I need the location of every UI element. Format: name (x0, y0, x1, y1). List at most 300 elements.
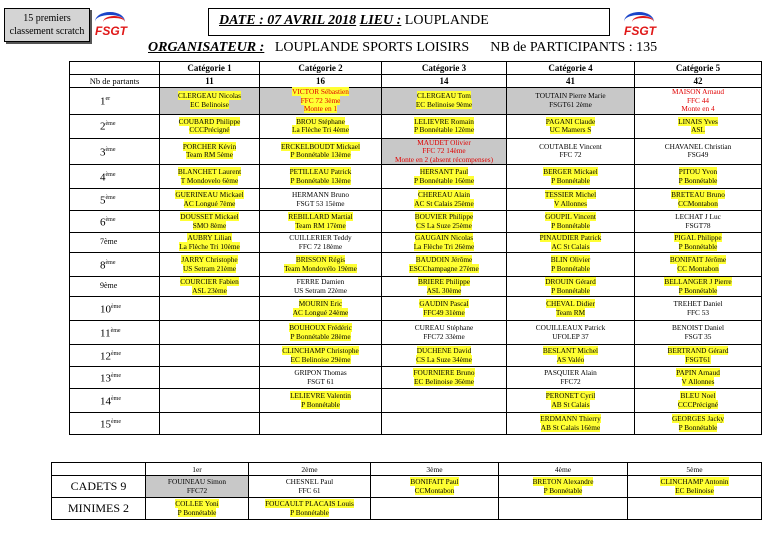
cell-line: GAUGAIN Nicolas (414, 233, 474, 242)
partants-count: 42 (635, 75, 762, 88)
organizer-line (148, 40, 657, 56)
rider-cell (371, 476, 499, 498)
cell-line: CHEREAU Alain (417, 190, 471, 199)
top-ranking-badge (4, 8, 90, 42)
cell-line: BENOIST Daniel (672, 323, 724, 332)
cell-line: BLIN Olivier (550, 255, 591, 264)
partants-count: 41 (507, 75, 635, 88)
cell-line: PINAUDIER Patrick (539, 233, 602, 242)
rider-cell (260, 345, 382, 367)
rank-row (70, 413, 762, 435)
cell-line: EC Belinoise (190, 99, 229, 109)
rider-cell (260, 88, 382, 115)
cell-line: COURCIER Fabien (180, 277, 239, 286)
rider-cell (382, 165, 507, 189)
cell-line: CLINCHAMP Antonin (660, 477, 729, 486)
cell-line: GUERINEAU Mickael (175, 190, 244, 199)
rank-row (70, 165, 762, 189)
place-header: 2ème (249, 463, 371, 476)
rank-label (70, 321, 160, 345)
cell-line: EC Belinoise 29ème (290, 354, 351, 364)
cell-line: BELLANGER J Pierre (664, 277, 732, 286)
rider-cell (382, 389, 507, 413)
cell-line: FOUCAULT PLACAIS Louis (265, 499, 354, 508)
rider-cell (382, 253, 507, 277)
rank-number: 1 (100, 95, 106, 108)
participants-count: NB de PARTICIPANTS : 135 (490, 40, 658, 55)
cell-line: BERTRAND Gérard (667, 346, 729, 355)
cell-line: ASL (691, 125, 705, 134)
category-header-row (70, 62, 762, 75)
rider-cell (507, 297, 635, 321)
rider-cell (507, 277, 635, 297)
rider-cell (160, 189, 260, 211)
rank-number: 8 (100, 259, 106, 272)
cell-line: Team RM (555, 307, 586, 317)
cell-line: FFC72 (560, 376, 581, 386)
cell-line: EC Belinoise (675, 485, 714, 495)
rank-row (70, 138, 762, 165)
cell-line: HERSANT Paul (419, 167, 469, 176)
cell-line: CHEVAL Didier (546, 299, 595, 308)
rider-cell (160, 233, 260, 253)
cell-line: BONIFAIT Paul (410, 477, 459, 486)
rider-cell (160, 277, 260, 297)
rider-cell (382, 189, 507, 211)
rank-row (70, 321, 762, 345)
rank-label (70, 297, 160, 321)
cell-line: LELIEVRE Romain (414, 116, 474, 126)
cell-line: DOUSSET Mickael (180, 212, 239, 221)
youth-results-body (52, 476, 762, 520)
rider-cell (635, 233, 762, 253)
cell-line: P Bonnétable 28ème (290, 331, 351, 341)
rank-suffix: er (105, 96, 111, 103)
youth-results-table (51, 462, 762, 520)
rider-cell (635, 367, 762, 389)
cell-line: CLINCHAMP Christophe (282, 346, 359, 355)
cell-line: T Mondovelo 6ème (180, 175, 239, 185)
cell-line: BONIFAIT Jérôme (669, 255, 727, 264)
place-header: 5ème (628, 463, 762, 476)
place-header-row (52, 463, 762, 476)
cell-line: P Bonnétable (678, 241, 718, 251)
rider-cell (507, 389, 635, 413)
cell-line: COUTABLE Vincent (539, 141, 602, 151)
rider-cell (635, 389, 762, 413)
rank-label (70, 114, 160, 138)
cell-line: P Bonnétable (678, 422, 718, 432)
cell-line: FFC 61 (298, 485, 321, 495)
cell-line: La Flèche Tri 10ème (179, 241, 240, 251)
cell-line: BESLANT Michel (542, 346, 599, 355)
rider-cell (507, 345, 635, 367)
cell-line: FSGT61 2ème (549, 99, 592, 109)
rider-cell (499, 476, 628, 498)
rank-number: 10 (100, 303, 111, 316)
rank-label (70, 189, 160, 211)
category-header: Catégorie 1 (160, 62, 260, 75)
cell-line: PERONET Cyril (545, 391, 596, 400)
rider-cell (160, 138, 260, 165)
rank-row (70, 253, 762, 277)
cell-line: Monte en 4 (681, 104, 715, 113)
rider-cell (507, 367, 635, 389)
rider-cell (160, 345, 260, 367)
cell-line: TREHET Daniel (673, 299, 723, 308)
cell-line: US Setram 21ème (182, 263, 237, 273)
rider-cell (371, 498, 499, 520)
rank-suffix: ème (111, 418, 121, 425)
cell-line: P Bonnétable 13ème (290, 175, 351, 185)
rider-cell (160, 321, 260, 345)
rider-cell (507, 413, 635, 435)
rider-cell (160, 297, 260, 321)
cell-line: CHAVANEL Christian (664, 141, 732, 151)
partants-row (70, 75, 762, 88)
lieu-label: LIEU : (359, 13, 402, 28)
rider-cell (260, 233, 382, 253)
cell-line: FFC72 33ème (423, 331, 465, 341)
cell-line: AC St Calais (551, 241, 590, 251)
rank-row (70, 297, 762, 321)
rider-cell (260, 211, 382, 233)
cell-line: DROUIN Gérard (545, 277, 596, 286)
cell-line: COUILLEAUX Patrick (535, 323, 606, 332)
rider-cell (382, 114, 507, 138)
cell-line: FSGT61 (685, 354, 711, 364)
rider-cell (260, 114, 382, 138)
place-header: 1er (146, 463, 249, 476)
rank-label (70, 389, 160, 413)
rider-cell (260, 413, 382, 435)
cell-line: FSG49 (687, 150, 709, 160)
cell-line: CS La Suze 34ème (416, 354, 472, 364)
rank-row (70, 211, 762, 233)
cell-line: P Bonnétable (678, 285, 718, 295)
partants-count: 16 (260, 75, 382, 88)
rank-suffix: ème (105, 259, 116, 266)
rider-cell (499, 498, 628, 520)
rank-label (70, 88, 160, 115)
rider-cell (635, 138, 762, 165)
rider-cell (635, 88, 762, 115)
cell-line: Monte en 1 (303, 104, 338, 113)
cell-line: CUILLERIER Teddy (289, 233, 352, 242)
rider-cell (260, 277, 382, 297)
cell-line: FFC 72 14ème (422, 146, 466, 155)
partants-label: Nb de partants (70, 75, 160, 88)
rank-suffix: ème (105, 121, 116, 128)
rank-label (70, 165, 160, 189)
cell-line: PORCHER Kévin (182, 141, 237, 151)
cell-line: V Allonnes (554, 198, 587, 208)
rank-label (70, 345, 160, 367)
rank-number: 12 (100, 350, 111, 363)
rider-cell (635, 413, 762, 435)
rank-row (70, 389, 762, 413)
category-header: Catégorie 2 (260, 62, 382, 75)
rank-number: 7ème (100, 237, 118, 247)
cell-line: BLEU Noel (680, 391, 716, 400)
cell-line: FSGT 53 15ème (296, 198, 345, 208)
cell-line: CUREAU Stéphane (414, 323, 474, 332)
category-header: Catégorie 4 (507, 62, 635, 75)
rider-cell (382, 138, 507, 165)
rider-cell (160, 165, 260, 189)
rider-cell (382, 321, 507, 345)
rider-cell (382, 233, 507, 253)
fsgt-logo-right (622, 12, 660, 40)
cell-line: AC Longué 7ème (183, 198, 236, 208)
cell-line: CCCPrécigné (677, 399, 719, 409)
rider-cell (160, 389, 260, 413)
cell-line: AC St Calais 25ème (414, 198, 474, 208)
rank-suffix: ème (111, 395, 121, 402)
cell-line: PAGANI Claude (545, 116, 596, 126)
rider-cell (146, 476, 249, 498)
cell-line: ERCKELBOUDT Mickael (280, 141, 361, 151)
cell-line: UFOLEP 37 (552, 331, 589, 341)
rider-cell (260, 367, 382, 389)
cell-line: PIGAL Philippe (674, 233, 722, 242)
rider-cell (628, 498, 762, 520)
cell-line: P Bonnétable (551, 263, 590, 273)
rank-number: 11 (100, 327, 111, 340)
cell-line: LECHAT J Luc (675, 212, 721, 221)
cell-line: PASQUIER Alain (544, 368, 597, 377)
cell-line: P Bonnétable (551, 285, 590, 295)
cell-line: COUBARD Philippe (178, 116, 241, 126)
cell-line: La Flèche Tri 26ème (413, 241, 475, 251)
rank-number: 2 (100, 121, 106, 134)
place-header: 3ème (371, 463, 499, 476)
rider-cell (260, 138, 382, 165)
results-table (69, 61, 762, 435)
cell-line: Team Mondovélo 19ème (284, 263, 357, 273)
cell-line: CCMontabon (414, 485, 455, 495)
cell-line: BLANCHET Laurent (177, 167, 242, 176)
cell-line: FFC 72 18ème (298, 241, 343, 251)
rank-suffix: ème (105, 194, 116, 201)
cell-line: FOURNIERE Bruno (413, 368, 475, 377)
rider-cell (507, 165, 635, 189)
cell-line: P Bonnétable (551, 220, 590, 230)
rank-number: 5 (100, 194, 106, 207)
rider-cell (507, 88, 635, 115)
cell-line: EC Belinoise 9ème (415, 99, 473, 109)
rider-cell (160, 88, 260, 115)
rider-cell (160, 413, 260, 435)
rank-number: 4 (100, 171, 106, 184)
rider-cell (382, 367, 507, 389)
category-header: Catégorie 3 (382, 62, 507, 75)
rank-row (70, 367, 762, 389)
badge-line-2: classement scratch (9, 26, 85, 37)
rider-cell (635, 114, 762, 138)
cell-line: CLERGEAU Nicolas (177, 91, 242, 101)
rider-cell (249, 498, 371, 520)
rider-cell (507, 114, 635, 138)
lieu-value: LOUPLANDE (404, 13, 489, 28)
cell-line: P Bonnétable 13ème (290, 150, 351, 160)
rank-row (70, 277, 762, 297)
cell-line: FOUINEAU Simon (167, 477, 227, 486)
date-label: DATE : 07 AVRIL 2018 (219, 13, 357, 28)
cell-line: BRISSON Régis (295, 255, 346, 264)
cell-line: CHESNEL Paul (285, 477, 334, 486)
cell-line: US Setram 22ème (293, 285, 348, 295)
cell-line: GEORGES Jacky (671, 414, 725, 423)
cell-line: ESCChampagne 27ème (409, 263, 479, 273)
rank-label (70, 413, 160, 435)
cell-line: VICTOR Sébastien (292, 87, 349, 96)
rank-row (70, 345, 762, 367)
cell-line: BRIERE Philippe (417, 277, 471, 286)
cell-line: BAUDOIN Jérôme (415, 255, 473, 264)
cell-line: FFC 44 (686, 95, 710, 105)
cell-line: PAPIN Arnaud (676, 368, 720, 377)
youth-category-label: CADETS 9 (52, 476, 146, 498)
rank-suffix: ème (111, 350, 121, 357)
rider-cell (635, 321, 762, 345)
rider-cell (635, 165, 762, 189)
rank-suffix: ème (105, 146, 116, 153)
cell-line: BOUHOUX Frédéric (289, 323, 352, 332)
partants-count: 11 (160, 75, 260, 88)
rank-number: 3 (100, 146, 106, 159)
cell-line: COLLEE Yoni (175, 499, 219, 508)
rank-row (70, 233, 762, 253)
rider-cell (635, 211, 762, 233)
cell-line: BROU Stéphane (296, 116, 345, 126)
cell-line: MOURIN Eric (298, 299, 343, 308)
rank-number: 14 (100, 395, 111, 408)
logo-text: FSGT (95, 24, 127, 38)
cell-line: MAISON Arnaud (671, 87, 725, 96)
rider-cell (382, 297, 507, 321)
organizer-label: ORGANISATEUR : (148, 40, 265, 55)
rider-cell (160, 211, 260, 233)
rank-suffix: ème (111, 372, 121, 379)
cell-line: CC Montabon (677, 263, 719, 273)
cell-line: ASL 23ème (192, 285, 227, 295)
cell-line: FSGT78 (685, 220, 711, 230)
rider-cell (260, 189, 382, 211)
rank-number: 6 (100, 216, 106, 229)
rider-cell (160, 114, 260, 138)
rank-suffix: ème (105, 216, 116, 223)
cell-line: FERRE Damien (296, 277, 345, 286)
cell-line: P Bonnétable (301, 399, 340, 409)
rider-cell (160, 367, 260, 389)
cell-line: P Bonnétable (551, 175, 590, 185)
cell-line: P Bonnétable (177, 507, 217, 517)
rank-label (70, 138, 160, 165)
rider-cell (628, 476, 762, 498)
rank-label (70, 253, 160, 277)
rank-number: 9ème (100, 281, 118, 291)
cell-line: AC Longué 24ème (292, 307, 349, 317)
cell-line: ERDMANN Thierry (540, 414, 601, 423)
partants-count: 14 (382, 75, 507, 88)
cell-line: BERGER Mickael (543, 167, 598, 176)
cell-line: GOUPIL Vincent (545, 212, 596, 221)
cell-line: P Bonnétable (678, 175, 718, 185)
rider-cell (382, 88, 507, 115)
rank-row (70, 88, 762, 115)
cell-line: BRETON Alexandre (532, 477, 594, 486)
rider-cell (260, 297, 382, 321)
rider-cell (635, 277, 762, 297)
logo-text: FSGT (624, 24, 656, 38)
cell-line: JARRY Christophe (181, 255, 238, 264)
cell-line: UC Mamers S (549, 125, 592, 134)
cell-line: CS La Suze 25ème (416, 220, 472, 230)
organizer-value: LOUPLANDE SPORTS LOISIRS (274, 40, 470, 55)
rider-cell (382, 211, 507, 233)
rider-cell (635, 297, 762, 321)
rider-cell (260, 165, 382, 189)
rider-cell (635, 253, 762, 277)
rank-label (70, 367, 160, 389)
cell-line: SMO 8ème (192, 220, 227, 230)
rider-cell (507, 189, 635, 211)
cell-line: FFC 72 3ème (300, 95, 341, 105)
cell-line: La Flèche Tri 4ème (292, 125, 349, 134)
cell-line: ASL 30ème (426, 285, 462, 295)
rider-cell (507, 321, 635, 345)
date-location-box (208, 8, 610, 36)
youth-category-label: MINIMES 2 (52, 498, 146, 520)
rider-cell (382, 345, 507, 367)
cell-line: FSGT 61 (307, 376, 334, 386)
cell-line: GRIPON Thomas (294, 368, 347, 377)
rider-cell (382, 413, 507, 435)
cell-line: BRETEAU Bruno (671, 190, 725, 199)
rider-cell (507, 253, 635, 277)
cell-line: P Bonnétable (543, 485, 583, 495)
cell-line: FFC49 31ème (423, 307, 465, 317)
cell-line: CLERGEAU Tom (417, 91, 471, 101)
rider-cell (382, 277, 507, 297)
cell-line: AS Valéo (556, 354, 585, 364)
cell-line: BOUVIER Philippe (414, 212, 474, 221)
rider-cell (146, 498, 249, 520)
youth-row (52, 476, 762, 498)
cell-line: EC Belinoise 36ème (414, 376, 474, 386)
category-header: Catégorie 5 (635, 62, 762, 75)
cell-line: CCCPrécigné (189, 125, 230, 134)
rank-label (70, 233, 160, 253)
cell-line: AUBRY Lilian (187, 233, 232, 242)
cell-line: AB St Calais 16ème (540, 422, 601, 432)
rank-label (70, 211, 160, 233)
cell-line: P Bonnétable 16ème (413, 175, 475, 185)
rank-suffix: ème (110, 327, 121, 334)
rider-cell (260, 253, 382, 277)
cell-line: FFC 53 (686, 307, 710, 317)
rider-cell (507, 211, 635, 233)
cell-line: AB St Calais (551, 399, 590, 409)
cell-line: HERMANN Bruno (292, 190, 349, 199)
cell-line: Team RM 17ème (295, 220, 346, 230)
rider-cell (635, 345, 762, 367)
rider-cell (160, 253, 260, 277)
cell-line: TOUTAIN Pierre Marie (535, 91, 606, 101)
rank-row (70, 114, 762, 138)
cell-line: CCMontabon (678, 198, 718, 208)
